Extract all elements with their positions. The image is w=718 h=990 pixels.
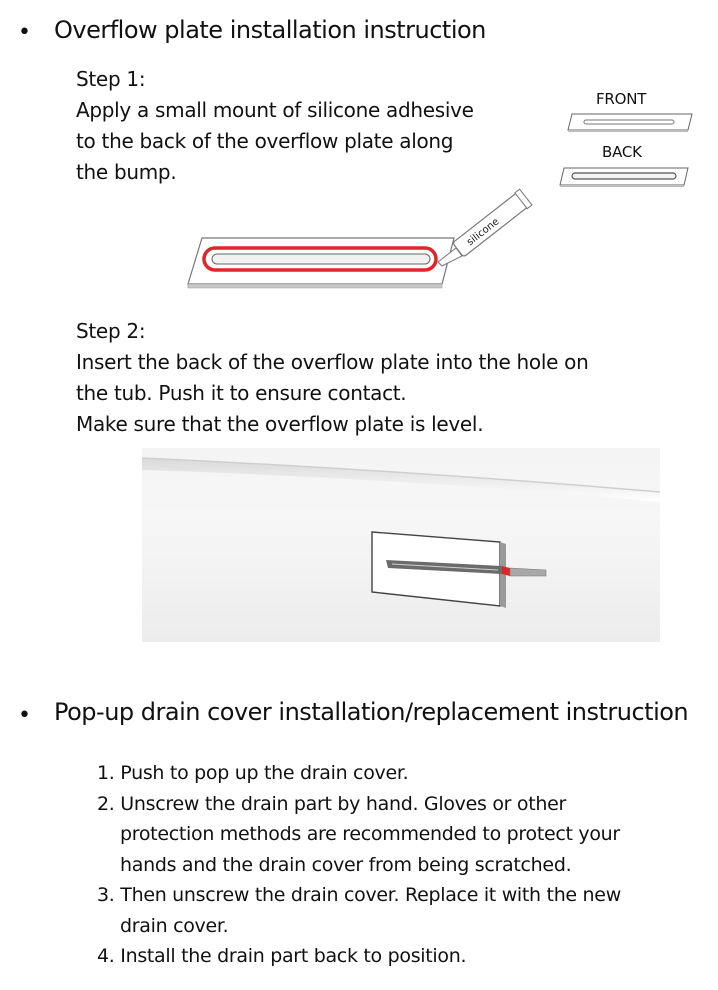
front-label: FRONT	[596, 90, 647, 108]
silicone-tube-label: silicone	[464, 216, 502, 249]
step1-line: Apply a small mount of silicone adhesive	[76, 98, 474, 122]
drain-instructions-list	[97, 758, 621, 972]
list-item: 2. Unscrew the drain part by hand. Gloves or other	[97, 792, 567, 815]
step1-line: the bump.	[76, 160, 177, 184]
step2-line: Insert the back of the overflow plate into the hole on	[76, 350, 589, 374]
step1-line: to the back of the overflow plate along	[76, 129, 454, 153]
step1-text	[76, 64, 474, 188]
drain-cover-heading: Pop-up drain cover installation/replacement instruction	[54, 698, 689, 726]
back-plate-illustration	[558, 164, 692, 190]
front-plate-illustration	[566, 110, 696, 134]
step2-line: the tub. Push it to ensure contact.	[76, 381, 407, 405]
bullet-marker: •	[18, 703, 31, 728]
back-label: BACK	[602, 143, 642, 161]
silicone-application-illustration	[180, 180, 540, 296]
step2-text	[76, 316, 588, 440]
step1-label: Step 1:	[76, 67, 146, 91]
step2-line: Make sure that the overflow plate is level.	[76, 412, 484, 436]
overflow-plate-heading: Overflow plate installation instruction	[54, 16, 486, 44]
list-item: 4. Install the drain part back to position.	[97, 945, 467, 967]
list-item-continuation: drain cover.	[120, 914, 229, 937]
bullet-marker: •	[18, 20, 31, 45]
step2-label: Step 2:	[76, 319, 146, 343]
list-item: 1. Push to pop up the drain cover.	[97, 762, 409, 784]
list-item-continuation: hands and the drain cover from being scratched.	[120, 853, 572, 876]
list-item: 3. Then unscrew the drain cover. Replace it with the new	[97, 884, 621, 906]
tub-overflow-photo	[142, 448, 660, 642]
list-item-continuation: protection methods are recommended to protect your	[120, 823, 620, 845]
